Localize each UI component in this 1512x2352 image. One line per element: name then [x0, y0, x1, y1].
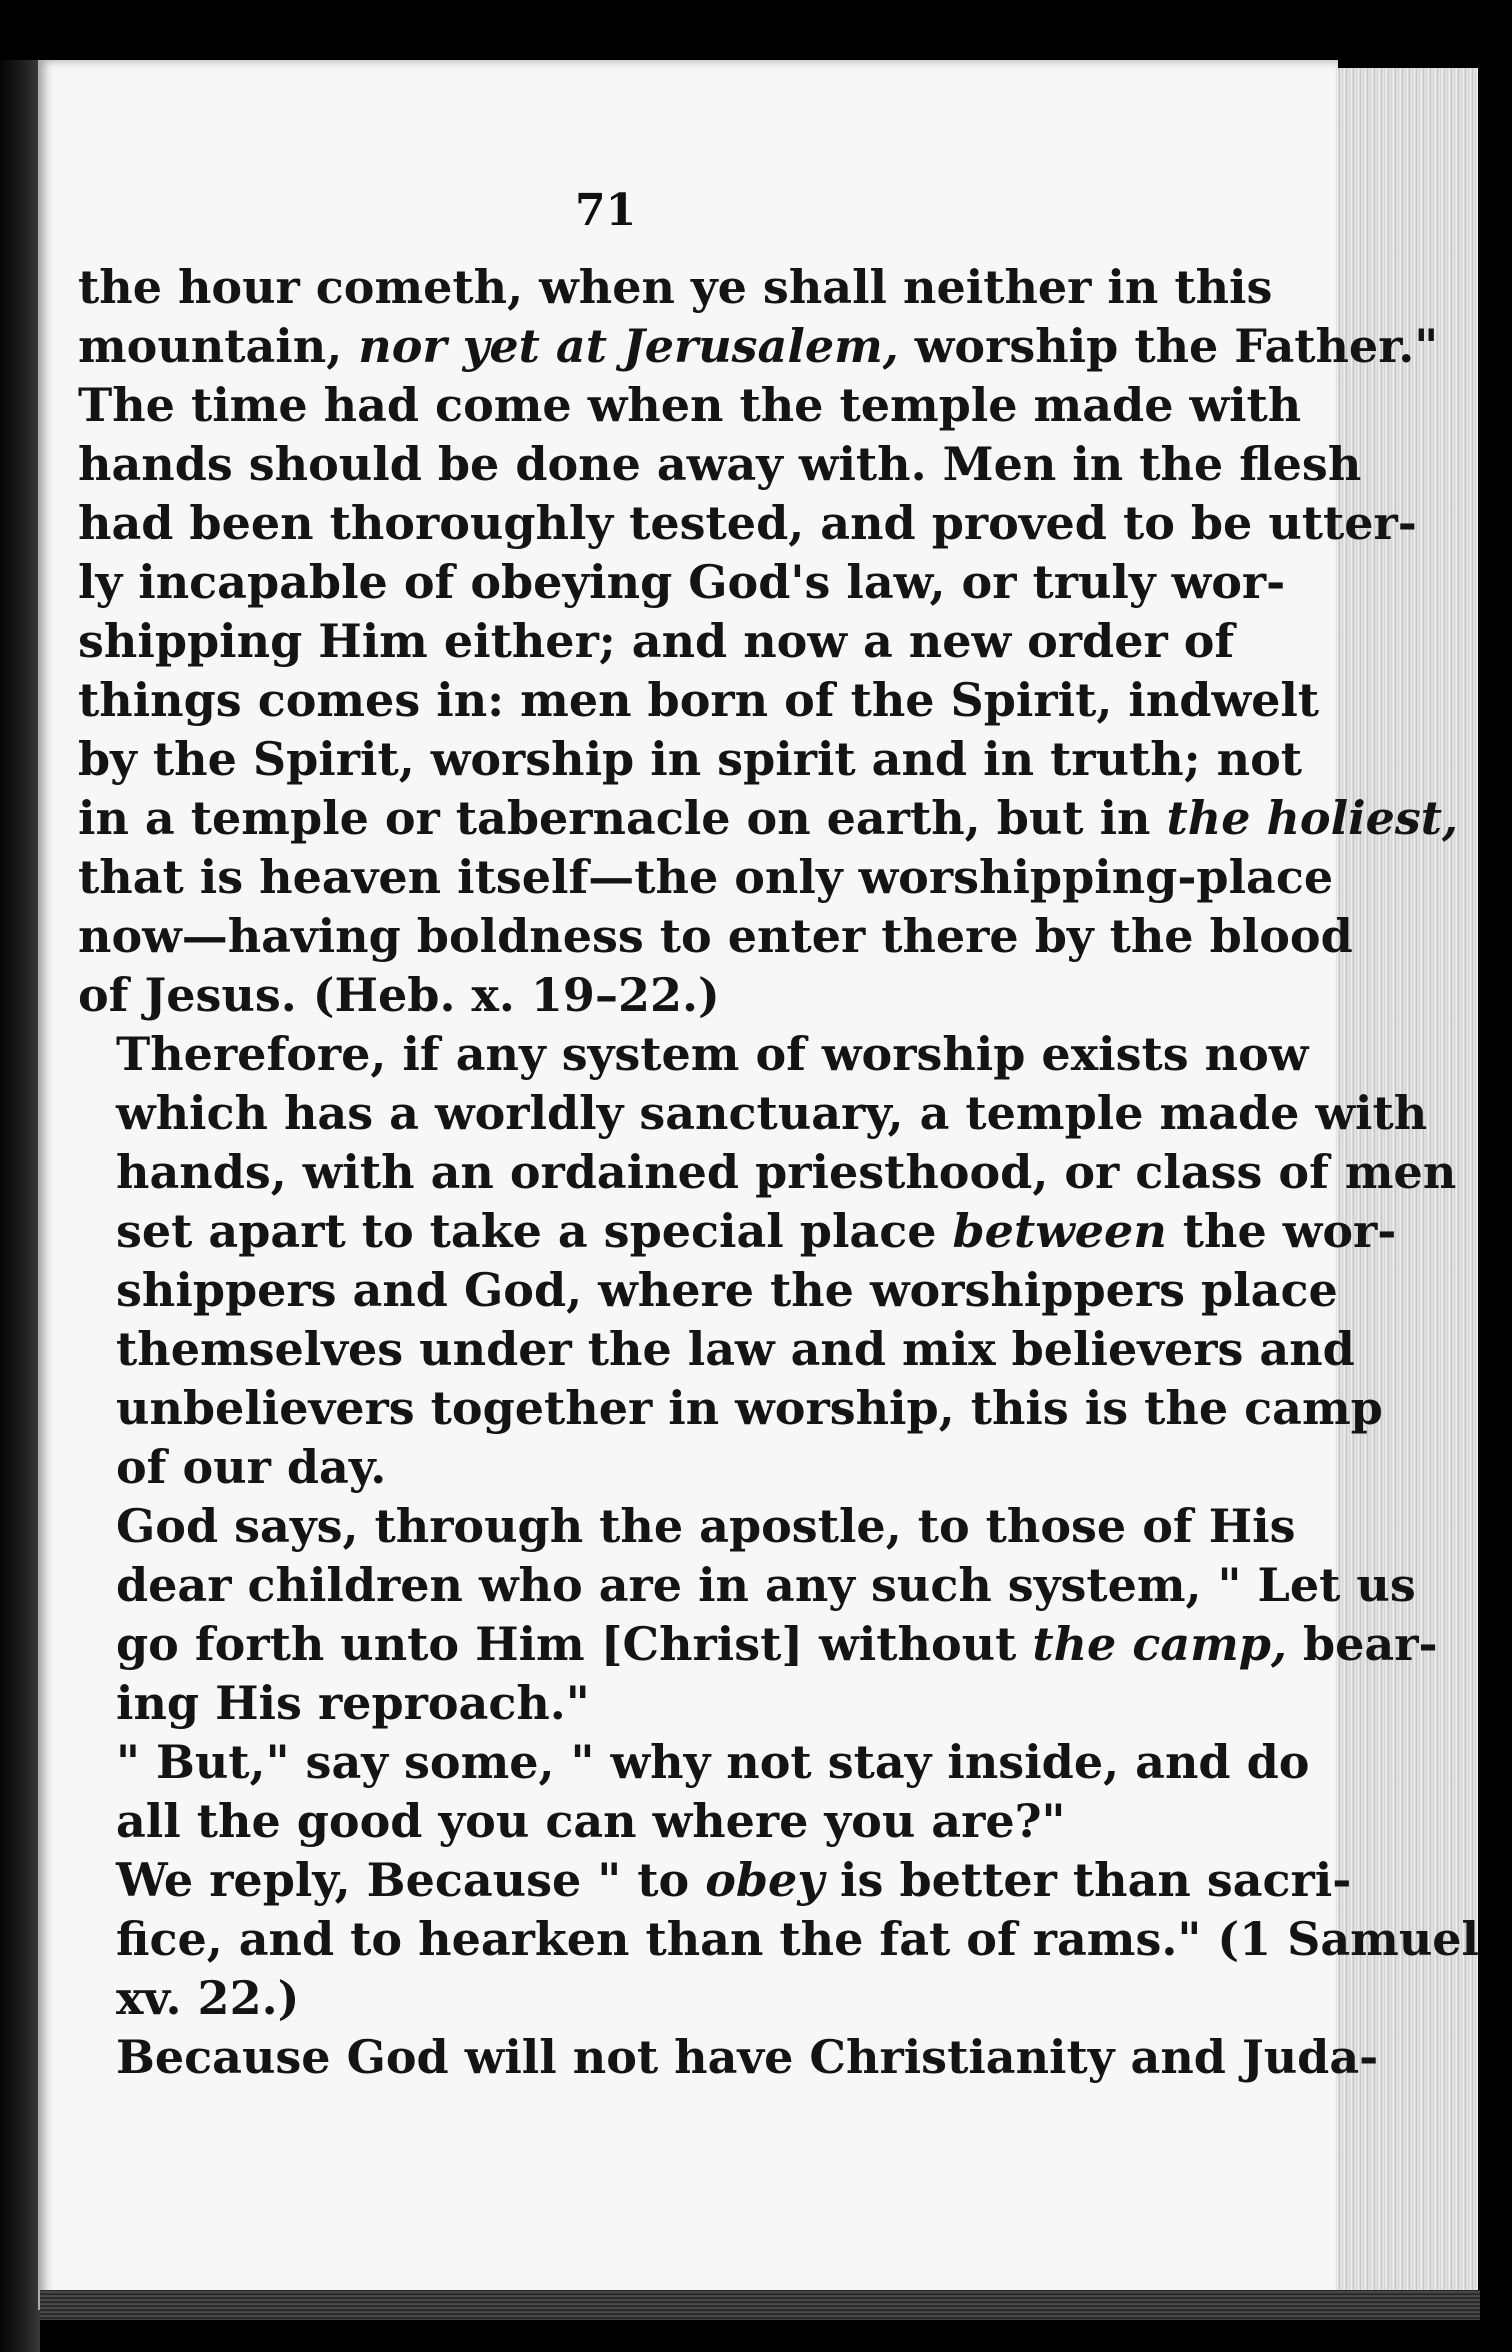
text-segment: ly incapable of obeying God's law, or truly wor-: [78, 555, 1286, 609]
text-line: [78, 848, 1334, 907]
text-segment: of Jesus. (Heb. x. 19–22.): [78, 968, 720, 1022]
text-line: [78, 1379, 1383, 1438]
text-line: [78, 1025, 1309, 1084]
text-segment: " But," say some, " why not stay inside, and do: [116, 1735, 1310, 1789]
text-line: [78, 1202, 1397, 1261]
paragraph: [78, 1497, 1438, 1733]
text-segment: xv. 22.): [116, 1971, 300, 2025]
text-line: [78, 1320, 1355, 1379]
text-line: [78, 1792, 1156, 1851]
text-line: [78, 1969, 1156, 2028]
text-line: [78, 317, 1439, 376]
page-body-text: [78, 258, 1480, 2087]
text-segment: hands should be done away with. Men in the flesh: [78, 437, 1362, 491]
italic-text: the camp,: [1032, 1617, 1287, 1671]
book-spine-shadow: [0, 60, 40, 2352]
text-line: [78, 1556, 1416, 1615]
text-line: [78, 1261, 1338, 1320]
text-segment: fice, and to hearken than the fat of rams." (1 Samuel: [116, 1912, 1480, 1966]
text-line: [78, 376, 1302, 435]
text-line: [78, 553, 1286, 612]
text-line: [78, 966, 1156, 1025]
text-line: [78, 494, 1417, 553]
text-line: [78, 1438, 1156, 1497]
text-segment: worship the Father.": [898, 319, 1439, 373]
text-segment: which has a worldly sanctuary, a temple made with: [116, 1086, 1428, 1140]
italic-text: obey: [705, 1853, 825, 1907]
text-line: [78, 1497, 1296, 1556]
text-segment: themselves under the law and mix believers and: [116, 1322, 1355, 1376]
paragraph: [78, 258, 1458, 1025]
italic-text: the holiest,: [1166, 791, 1458, 845]
text-segment: shippers and God, where the worshippers place: [116, 1263, 1338, 1317]
text-line: [78, 612, 1235, 671]
text-segment: hands, with an ordained priesthood, or class of men: [116, 1145, 1457, 1199]
text-segment: set apart to take a special place: [116, 1204, 953, 1258]
text-segment: now—having boldness to enter there by the blood: [78, 909, 1353, 963]
text-segment: by the Spirit, worship in spirit and in truth; not: [78, 732, 1303, 786]
text-segment: unbelievers together in worship, this is the camp: [116, 1381, 1383, 1435]
text-segment: bear-: [1286, 1617, 1438, 1671]
text-line: [78, 1910, 1480, 1969]
text-segment: in a temple or tabernacle on earth, but in: [78, 791, 1167, 845]
text-segment: the wor-: [1166, 1204, 1397, 1258]
italic-text: nor yet at Jerusalem,: [358, 319, 899, 373]
page-number: 71: [575, 185, 637, 236]
text-segment: Because God will not have Christianity and Juda-: [116, 2030, 1379, 2084]
text-line: [78, 730, 1303, 789]
text-line: [78, 1084, 1428, 1143]
text-segment: dear children who are in any such system, " Let us: [116, 1558, 1416, 1612]
page-bottom-edge: [40, 2290, 1480, 2320]
text-line: [78, 907, 1353, 966]
text-segment: the hour cometh, when ye shall neither in this: [78, 260, 1273, 314]
text-segment: We reply, Because " to: [116, 1853, 706, 1907]
text-line: [78, 1674, 1156, 1733]
text-segment: had been thoroughly tested, and proved to be utter-: [78, 496, 1417, 550]
text-segment: God says, through the apostle, to those of His: [116, 1499, 1296, 1553]
text-segment: mountain,: [78, 319, 359, 373]
text-line: [78, 1851, 1352, 1910]
text-line: [78, 671, 1320, 730]
paragraph: [78, 1025, 1457, 1497]
text-segment: all the good you can where you are?": [116, 1794, 1066, 1848]
text-line: [78, 435, 1362, 494]
italic-text: between: [952, 1204, 1167, 1258]
paragraph: [78, 1733, 1310, 1851]
text-segment: ing His reproach.": [116, 1676, 590, 1730]
text-segment: go forth unto Him [Christ] without: [116, 1617, 1033, 1671]
text-segment: is better than sacri-: [824, 1853, 1352, 1907]
text-line: [78, 1143, 1457, 1202]
text-segment: of our day.: [116, 1440, 387, 1494]
text-segment: that is heaven itself—the only worshipping-place: [78, 850, 1334, 904]
text-line: [78, 1733, 1310, 1792]
text-segment: Therefore, if any system of worship exists now: [116, 1027, 1309, 1081]
text-line: [78, 789, 1458, 848]
text-line: [78, 258, 1273, 317]
text-segment: The time had come when the temple made with: [78, 378, 1302, 432]
text-line: [78, 1615, 1438, 1674]
text-segment: things comes in: men born of the Spirit, indwelt: [78, 673, 1320, 727]
text-line: [78, 2028, 1379, 2087]
text-segment: shipping Him either; and now a new order of: [78, 614, 1235, 668]
paragraph: [78, 2028, 1379, 2087]
paragraph: [78, 1851, 1480, 2028]
